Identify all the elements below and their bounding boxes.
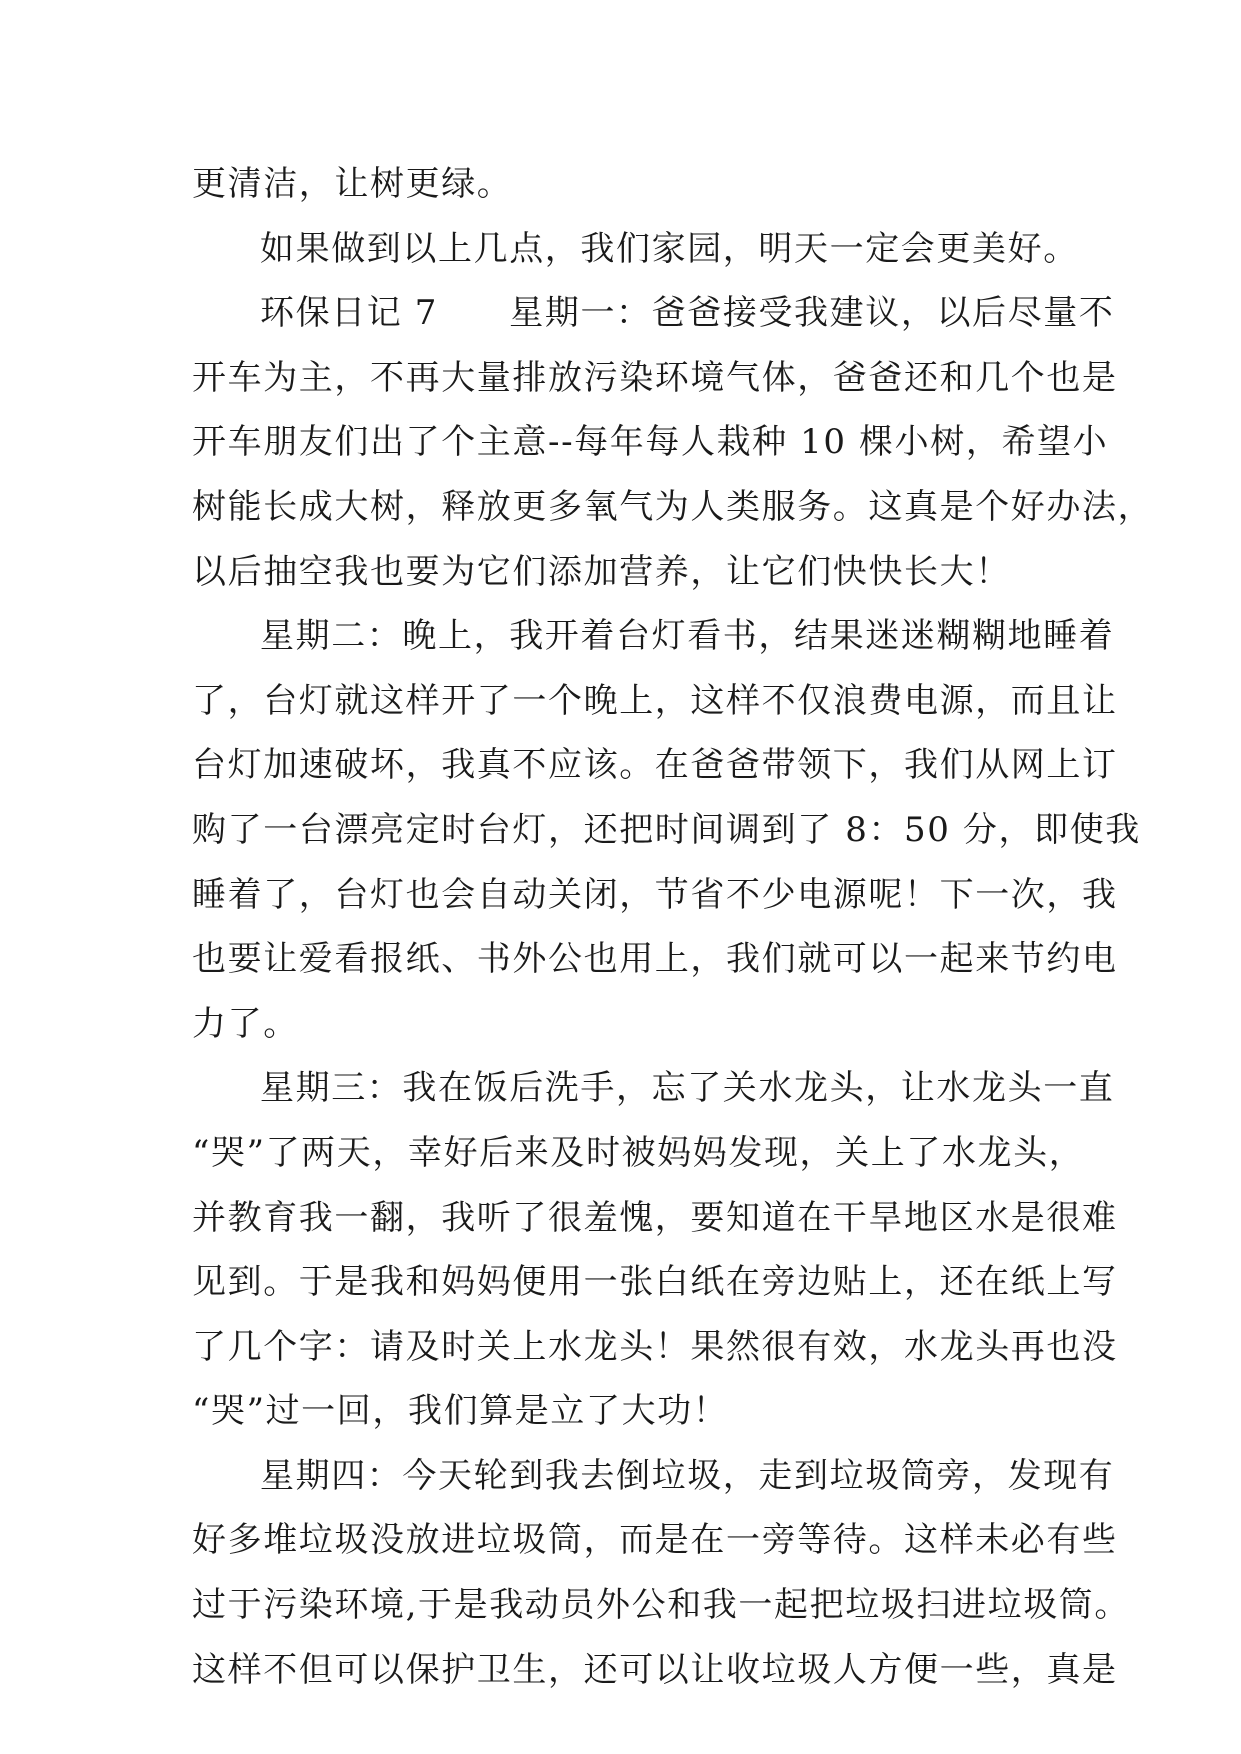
paragraph-line: 星期二：晚上，我开着台灯看书，结果迷迷糊糊地睡着 xyxy=(260,616,1115,657)
text-line: 了，台灯就这样开了一个晚上，这样不仅浪费电源，而且让 xyxy=(192,680,1118,721)
text-line: “哭”过一回，我们算是立了大功！ xyxy=(192,1391,729,1432)
text-line: 开车为主，不再大量排放污染环境气体，爸爸还和几个也是 xyxy=(192,357,1118,398)
text-line: 过于污染环境,于是我动员外公和我一起把垃圾扫进垃圾筒。 xyxy=(192,1585,1131,1626)
text-line: 力了。 xyxy=(192,1003,299,1044)
body-text xyxy=(192,152,1154,1702)
paragraph-line: 如果做到以上几点，我们家园，明天一定会更美好。 xyxy=(260,228,1079,269)
text-line: 这样不但可以保护卫生，还可以让收垃圾人方便一些，真是 xyxy=(192,1649,1118,1690)
text-line: 购了一台漂亮定时台灯，还把时间调到了 8：50 分，即使我 xyxy=(192,809,1141,850)
text-line: 台灯加速破坏，我真不应该。在爸爸带领下，我们从网上订 xyxy=(192,745,1118,786)
text-line: 并教育我一翻，我听了很羞愧，要知道在干旱地区水是很难 xyxy=(192,1197,1118,1238)
text-line: 好多堆垃圾没放进垃圾筒，而是在一旁等待。这样未必有些 xyxy=(192,1520,1118,1561)
text-line: 睡着了，台灯也会自动关闭，节省不少电源呢！下一次，我 xyxy=(192,874,1118,915)
text-line: 了几个字：请及时关上水龙头！果然很有效，水龙头再也没 xyxy=(192,1326,1118,1367)
paragraph-line: 星期三：我在饭后洗手，忘了关水龙头，让水龙头一直 xyxy=(260,1068,1115,1109)
text-line: 树能长成大树，释放更多氧气为人类服务。这真是个好办法， xyxy=(192,486,1154,527)
paragraph-line: 星期四：今天轮到我去倒垃圾，走到垃圾筒旁，发现有 xyxy=(260,1455,1115,1496)
text-line: 以后抽空我也要为它们添加营养，让它们快快长大！ xyxy=(192,551,1011,592)
text-line: 开车朋友们出了个主意--每年每人栽种 10 棵小树，希望小 xyxy=(192,422,1109,463)
paragraph-line: 环保日记 7 星期一：爸爸接受我建议，以后尽量不 xyxy=(260,293,1115,334)
text-line: 也要让爱看报纸、书外公也用上，我们就可以一起来节约电 xyxy=(192,939,1118,980)
text-line: 更清洁，让树更绿。 xyxy=(192,164,513,204)
text-line: “哭”了两天，幸好后来及时被妈妈发现，关上了水龙头， xyxy=(192,1132,1085,1173)
text-line: 见到。于是我和妈妈便用一张白纸在旁边贴上，还在纸上写 xyxy=(192,1262,1118,1303)
